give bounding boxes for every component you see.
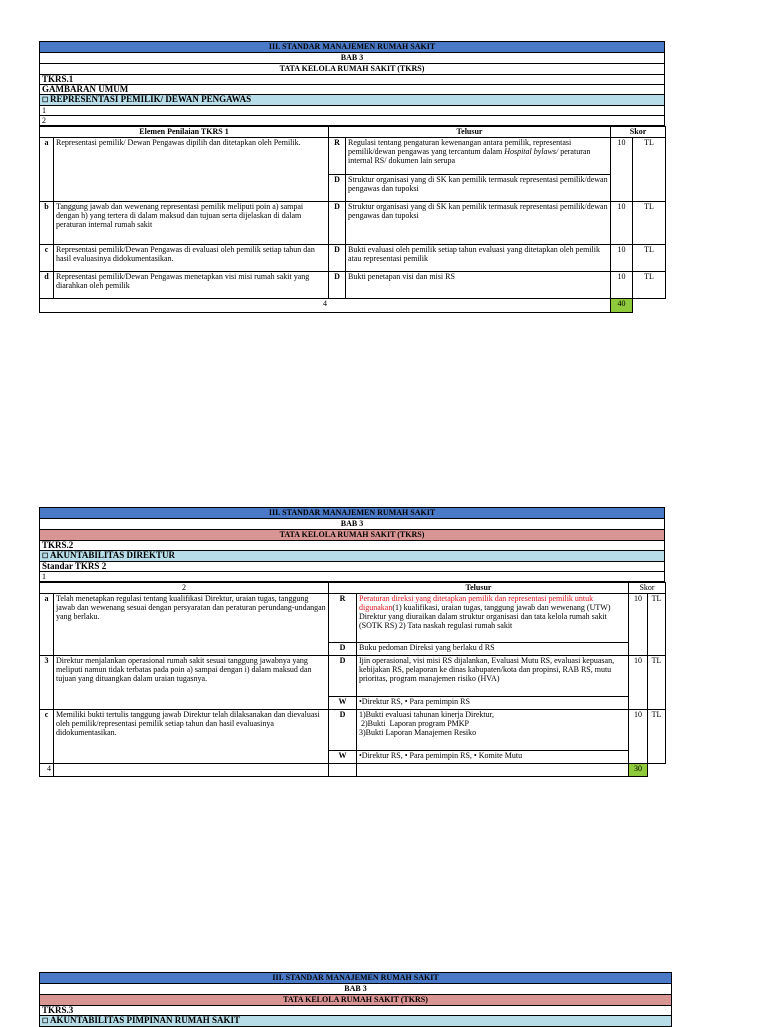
- skor-value: 10: [611, 245, 633, 272]
- elemen-cell: Memiliki bukti tertulis tanggung jawab Direktur telah dilaksanakan dan dievaluasi oleh pemilik/representasi pemilik setiap tahun dan hasil evaluasinya didokumentasikan.: [54, 710, 329, 764]
- tl-value: TL: [633, 138, 666, 202]
- col-telusur-header: Telusur: [329, 127, 611, 138]
- row-label: c: [40, 245, 54, 272]
- gambaran-label: GAMBARAN UMUM: [40, 85, 665, 95]
- total-score: 40: [611, 299, 633, 313]
- telusur-cell: [346, 138, 611, 175]
- telusur-cell: Struktur organisasi yang di SK kan pemilik termasuk representasi pemilik/dewan pengawas dan tupoksi: [346, 202, 611, 245]
- telusur-line: 3)Bukti Laporan Manajemen Resiko: [359, 728, 477, 737]
- section-subtitle: [40, 1016, 672, 1027]
- telusur-cell: Struktur organisasi yang di SK kan pemilik termasuk representasi pemilik/dewan pengawas dan tupoksi: [346, 175, 611, 202]
- telusur-text: (1) kualifikasi, uraian tugas, tanggung jawab dan wewenang (UTW) Direktur yang diuraikan dalam struktur organisasi dan tata kelola rumah sakit (SOTK RS) 2) Tata naskah regulasi rumah sakit: [359, 603, 611, 630]
- elemen-cell: Tanggung jawab dan wewenang representasi pemilik meliputi poin a) sampai dengan h) yang tertera di dalam maksud dan tujuan serta dijelaskan di dalam peraturan internal rumah sakit: [54, 202, 329, 245]
- table-row: [40, 202, 666, 245]
- telusur-type: D: [329, 245, 346, 272]
- skor-value: 10: [611, 138, 633, 202]
- col-telusur-header: Telusur: [329, 583, 629, 594]
- col-elemen-header: Elemen Penilaian TKRS 1: [40, 127, 329, 138]
- tl-value: TL: [633, 272, 666, 299]
- telusur-cell: •Direktur RS, • Para pemimpin RS: [357, 697, 629, 710]
- tkrs2-header-table: [39, 507, 665, 582]
- empty-cell: [633, 299, 666, 313]
- checkbox-icon: ☐: [42, 1017, 51, 1025]
- table-row: [40, 656, 666, 697]
- tkrs-title: TATA KELOLA RUMAH SAKIT (TKRS): [40, 995, 672, 1006]
- tkrs-title: TATA KELOLA RUMAH SAKIT (TKRS): [40, 64, 665, 75]
- skor-value: 10: [629, 594, 648, 656]
- table-row: [40, 710, 666, 751]
- elemen-cell: Representasi pemilik/Dewan Pengawas menetapkan visi misi rumah sakit yang diarahkan oleh pemilik: [54, 272, 329, 299]
- telusur-type: R: [329, 594, 357, 643]
- telusur-cell: Buku pedoman Direksi yang berlaku d RS: [357, 643, 629, 656]
- table-row: [40, 245, 666, 272]
- tkrs1-body-table: [39, 126, 666, 313]
- elemen-cell: Direktur menjalankan operasional rumah sakit sesuai tanggung jawabnya yang meliputi namun tidak terbatas pada poin a) sampai dengan i) dalam maksud dan tujuan yang dituangkan dalam uraian tugasnya.: [54, 656, 329, 710]
- table-row: [40, 594, 666, 643]
- subtitle-text: AKUNTABILITAS PIMPINAN RUMAH SAKIT: [50, 1015, 240, 1025]
- subtitle-text: AKUNTABILITAS DIREKTUR: [50, 550, 175, 560]
- telusur-line: 2)Bukti Laporan program PMKP: [359, 719, 469, 728]
- standard-title: III. STANDAR MANAJEMEN RUMAH SAKIT: [40, 508, 665, 519]
- elemen-cell: Telah menetapkan regulasi tentang kualifikasi Direktur, uraian tugas, tanggung jawab dan wewenang sesuai dengan persyaratan dan peraturan perundang-undangan yang berlaku.: [54, 594, 329, 656]
- row-label: d: [40, 272, 54, 299]
- tl-value: TL: [648, 594, 666, 656]
- standar-label: Standar TKRS 2: [40, 562, 665, 572]
- table-row: [40, 138, 666, 175]
- standard-title: III. STANDAR MANAJEMEN RUMAH SAKIT: [40, 42, 665, 53]
- tkrs2-body-table: [39, 582, 666, 777]
- table-row: [40, 272, 666, 299]
- tkrs3-sheet: [39, 972, 672, 1027]
- telusur-cell: [357, 594, 629, 643]
- telusur-text-post: peraturan internal RS/ dokumen lain serupa: [348, 147, 591, 165]
- tkrs-title: TATA KELOLA RUMAH SAKIT (TKRS): [40, 530, 665, 541]
- telusur-text: Regulasi tentang pengaturan kewenangan antara pemilik, representasi pemilik/dewan pengawas yang tercantum dalam: [348, 138, 572, 156]
- bab-title: BAB 3: [40, 53, 665, 64]
- total-row: [40, 299, 666, 313]
- checkbox-icon: ☐: [42, 552, 51, 560]
- elemen-cell: Representasi pemilik/Dewan Pengawas di evaluasi oleh pemilik setiap tahun dan hasil evaluasinya didokumentasikan.: [54, 245, 329, 272]
- telusur-italic: Hospital bylaws/: [504, 147, 559, 156]
- empty-cell: [329, 764, 357, 777]
- skor-value: 10: [629, 656, 648, 710]
- telusur-type: D: [329, 272, 346, 299]
- tkrs1-header-table: [39, 41, 665, 126]
- row-label: a: [40, 594, 54, 656]
- col-skor-header: Skor: [629, 583, 666, 594]
- row-number-1: 1: [40, 106, 665, 116]
- telusur-cell: •Direktur RS, • Para pemimpin RS, • Komite Mutu: [357, 751, 629, 764]
- empty-cell: [357, 764, 629, 777]
- section-code: TKRS.2: [40, 541, 665, 551]
- tkrs3-header-table: [39, 972, 672, 1027]
- skor-value: 10: [611, 202, 633, 245]
- telusur-cell: [357, 710, 629, 751]
- total-score: 30: [629, 764, 648, 777]
- telusur-cell: Bukti evaluasi oleh pemilik setiap tahun evaluasi yang ditetapkan oleh pemilik atau representasi pemilik: [346, 245, 611, 272]
- footer-count: 4: [40, 299, 611, 313]
- telusur-type: D: [329, 656, 357, 697]
- telusur-type: W: [329, 751, 357, 764]
- subtitle-text: REPRESENTASI PEMILIK/ DEWAN PENGAWAS: [50, 94, 252, 104]
- telusur-type: D: [329, 202, 346, 245]
- elemen-cell: Representasi pemilik/ Dewan Pengawas dipilih dan ditetapkan oleh Pemilik.: [54, 138, 329, 202]
- row-label: a: [40, 138, 54, 202]
- total-row: [40, 764, 666, 777]
- row-label: 3: [40, 656, 54, 710]
- telusur-text-red: Peraturan direksi yang ditetapkan pemilik dan representasi pemilik untuk digunakan: [359, 594, 594, 612]
- standard-title: III. STANDAR MANAJEMEN RUMAH SAKIT: [40, 973, 672, 984]
- col-2-header: 2: [40, 583, 329, 594]
- row-number-1: 1: [40, 572, 665, 582]
- empty-cell: [54, 764, 329, 777]
- telusur-type: R: [329, 138, 346, 175]
- tl-value: TL: [633, 245, 666, 272]
- section-subtitle: [40, 551, 665, 562]
- col-skor-header: Skor: [611, 127, 666, 138]
- section-code: TKRS.1: [40, 75, 665, 85]
- tkrs1-sheet: [39, 41, 665, 313]
- bab-title: BAB 3: [40, 984, 672, 995]
- tl-value: TL: [648, 656, 666, 710]
- telusur-cell: Ijin operasional, visi misi RS dijalankan, Evaluasi Mutu RS, evaluasi kepuasan, kebijakan RS, pelaporan ke dinas kabupaten/kota dan propinsi, RAB RS, mutu prioritas, program manajemen risiko (HVA): [357, 656, 629, 697]
- telusur-type: D: [329, 643, 357, 656]
- tl-value: TL: [648, 710, 666, 764]
- row-label: b: [40, 202, 54, 245]
- row-label: c: [40, 710, 54, 764]
- telusur-type: D: [329, 710, 357, 751]
- telusur-type: D: [329, 175, 346, 202]
- telusur-type: W: [329, 697, 357, 710]
- checkbox-icon: ☐: [42, 96, 51, 104]
- tkrs2-sheet: [39, 507, 665, 777]
- tl-value: TL: [633, 202, 666, 245]
- row-number-2: 2: [40, 116, 665, 126]
- footer-count: 4: [40, 764, 54, 777]
- telusur-line: 1)Bukti evaluasi tahunan kinerja Direktur,: [359, 710, 494, 719]
- section-code: TKRS.3: [40, 1006, 672, 1016]
- section-subtitle: [40, 95, 665, 106]
- skor-value: 10: [611, 272, 633, 299]
- telusur-cell: Bukti penetapan visi dan misi RS: [346, 272, 611, 299]
- empty-cell: [648, 764, 666, 777]
- bab-title: BAB 3: [40, 519, 665, 530]
- skor-value: 10: [629, 710, 648, 764]
